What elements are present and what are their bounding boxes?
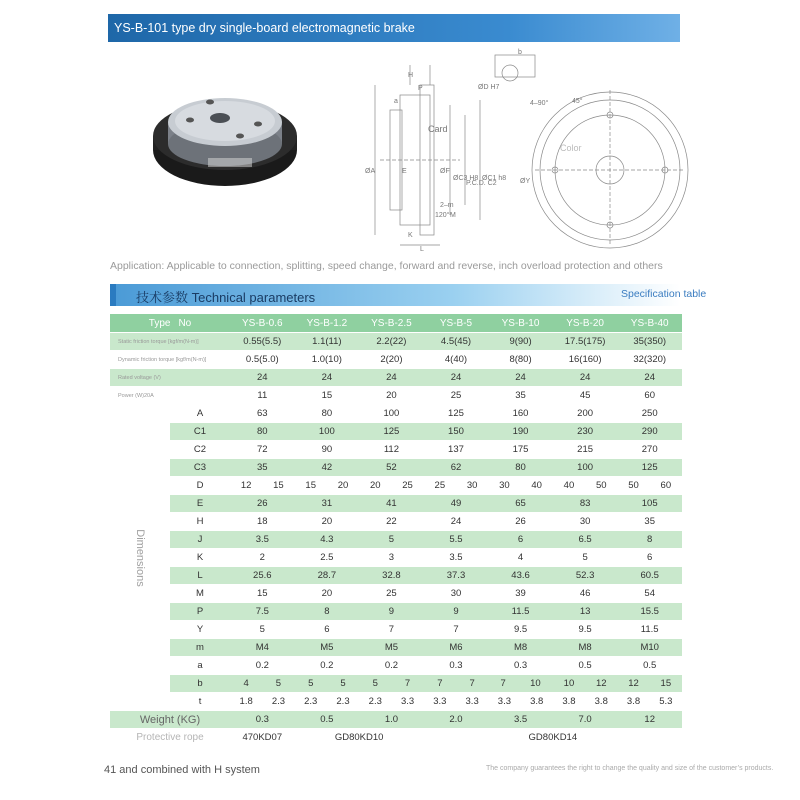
table-cell-value: 5 bbox=[340, 678, 346, 689]
dim-120-label: 120° bbox=[435, 212, 450, 219]
table-cell: 0.2 bbox=[359, 657, 424, 675]
table-cell bbox=[295, 675, 360, 693]
table-cell-value: 50 bbox=[628, 480, 639, 491]
table-cell: 0.5 bbox=[553, 657, 618, 675]
dim-a-label: a bbox=[394, 98, 398, 105]
table-cell-value: 2.3 bbox=[336, 696, 350, 707]
table-cell bbox=[230, 477, 295, 495]
table-cell bbox=[488, 693, 553, 711]
table-cell: 24 bbox=[488, 369, 553, 387]
table-cell bbox=[488, 477, 553, 495]
table-cell: 8 bbox=[617, 531, 682, 549]
table-cell: 215 bbox=[553, 441, 618, 459]
table-cell: 5 bbox=[230, 621, 295, 639]
table-cell-value: 3.3 bbox=[497, 696, 512, 707]
table-cell-value: 7 bbox=[469, 678, 475, 689]
dim-C2-label: P.C.D. C2 bbox=[466, 180, 497, 187]
technical-drawing bbox=[360, 45, 690, 253]
table-cell: 24 bbox=[359, 369, 424, 387]
table-header-row bbox=[110, 314, 682, 333]
table-cell: 2.2(22) bbox=[359, 333, 424, 351]
weight-cell: 1.0 bbox=[359, 711, 424, 729]
table-cell: 46 bbox=[553, 585, 618, 603]
table-row bbox=[110, 369, 682, 387]
table-cell: M4 bbox=[230, 639, 295, 657]
spec-table-label: Specification table bbox=[621, 288, 707, 300]
table-cell bbox=[230, 675, 295, 693]
spec-table bbox=[110, 314, 682, 747]
table-cell: 32.8 bbox=[359, 567, 424, 585]
table-cell-value: 15 bbox=[305, 480, 316, 491]
table-cell: 9(90) bbox=[488, 333, 553, 351]
table-cell: 190 bbox=[488, 423, 553, 441]
row-label: Dynamic friction torque [kgf/m(N-m)] bbox=[110, 351, 230, 369]
table-cell: 6 bbox=[488, 531, 553, 549]
dim-b-label: b bbox=[518, 49, 522, 56]
header-model: YS-B-0.6 bbox=[230, 314, 295, 333]
row-label: P bbox=[170, 603, 230, 621]
table-cell bbox=[359, 477, 424, 495]
table-cell bbox=[488, 675, 553, 693]
row-label: K bbox=[170, 549, 230, 567]
table-cell: 83 bbox=[553, 495, 618, 513]
row-label: b bbox=[170, 675, 230, 693]
table-cell-value: 40 bbox=[531, 480, 542, 491]
section-header bbox=[110, 284, 680, 306]
table-row bbox=[110, 603, 682, 621]
table-cell: 24 bbox=[424, 369, 489, 387]
dim-P-label: P bbox=[418, 85, 423, 92]
table-cell bbox=[617, 693, 682, 711]
table-cell bbox=[617, 675, 682, 693]
table-cell: 7 bbox=[359, 621, 424, 639]
application-text: Application: Applicable to connection, splitting, speed change, forward and reverse, inch overload protection and others bbox=[110, 260, 663, 272]
table-cell: M6 bbox=[424, 639, 489, 657]
table-cell: 26 bbox=[230, 495, 295, 513]
table-cell: 25.6 bbox=[230, 567, 295, 585]
table-row bbox=[110, 693, 682, 711]
table-cell: 3.5 bbox=[424, 549, 489, 567]
table-cell bbox=[424, 675, 489, 693]
table-cell: 125 bbox=[359, 423, 424, 441]
row-label: m bbox=[170, 639, 230, 657]
table-cell: 35 bbox=[617, 513, 682, 531]
dim-K-label: K bbox=[408, 232, 413, 239]
table-cell: 16(160) bbox=[553, 351, 618, 369]
table-cell: 20 bbox=[295, 585, 360, 603]
table-cell-value: 15 bbox=[273, 480, 284, 491]
table-cell: 65 bbox=[488, 495, 553, 513]
table-cell: 35(350) bbox=[617, 333, 682, 351]
table-cell-value: 3.8 bbox=[562, 696, 576, 707]
table-cell: 31 bbox=[295, 495, 360, 513]
table-row bbox=[110, 531, 682, 549]
table-cell: 0.5 bbox=[617, 657, 682, 675]
table-cell: 1.1(11) bbox=[295, 333, 360, 351]
dim-L-label: L bbox=[420, 246, 424, 253]
table-row bbox=[110, 351, 682, 369]
table-cell-value: 30 bbox=[466, 480, 478, 491]
dimensions-cell bbox=[110, 405, 170, 711]
rope-row bbox=[110, 729, 682, 747]
table-cell: 2(20) bbox=[359, 351, 424, 369]
table-row bbox=[110, 387, 682, 405]
weight-cell: 7.0 bbox=[553, 711, 618, 729]
row-label: H bbox=[170, 513, 230, 531]
table-cell: 60.5 bbox=[617, 567, 682, 585]
table-cell: 15 bbox=[295, 387, 360, 405]
table-row bbox=[110, 513, 682, 531]
brake-product-image bbox=[150, 88, 300, 198]
table-cell-value: 5 bbox=[275, 678, 282, 689]
table-cell: 30 bbox=[553, 513, 618, 531]
table-cell: 24 bbox=[553, 369, 618, 387]
table-cell-value: 15 bbox=[660, 678, 672, 689]
table-row bbox=[110, 549, 682, 567]
table-cell-value: 25 bbox=[402, 480, 413, 491]
row-label: Y bbox=[170, 621, 230, 639]
table-cell: 24 bbox=[424, 513, 489, 531]
table-cell bbox=[359, 693, 424, 711]
table-cell bbox=[359, 675, 424, 693]
table-cell: 22 bbox=[359, 513, 424, 531]
table-cell-value: 50 bbox=[595, 480, 607, 491]
table-cell-value: 3.3 bbox=[433, 696, 447, 707]
table-cell-value: 12 bbox=[240, 480, 252, 491]
table-cell-value: 5.3 bbox=[659, 696, 673, 707]
dimensions-label: Dimensions bbox=[134, 528, 146, 587]
table-cell bbox=[424, 693, 489, 711]
table-cell bbox=[553, 477, 618, 495]
table-cell: 100 bbox=[295, 423, 360, 441]
rope-cell: GD80KD14 bbox=[424, 729, 682, 747]
table-cell-value: 4 bbox=[243, 678, 249, 689]
table-cell: 28.7 bbox=[295, 567, 360, 585]
table-row bbox=[110, 333, 682, 351]
table-cell: 9 bbox=[424, 603, 489, 621]
table-cell: 52 bbox=[359, 459, 424, 477]
header-type: Type bbox=[148, 317, 171, 329]
row-label: J bbox=[170, 531, 230, 549]
table-row bbox=[110, 441, 682, 459]
header-model: YS-B-20 bbox=[553, 314, 618, 333]
table-cell: 37.3 bbox=[424, 567, 489, 585]
table-cell: 0.2 bbox=[295, 657, 360, 675]
table-cell-value: 12 bbox=[628, 678, 639, 689]
dim-F-label: ØF bbox=[440, 168, 450, 175]
table-cell: 3.5 bbox=[230, 531, 295, 549]
table-cell: 24 bbox=[295, 369, 360, 387]
table-cell: 6.5 bbox=[553, 531, 618, 549]
table-row bbox=[110, 459, 682, 477]
table-cell-value: 2.3 bbox=[271, 696, 286, 707]
row-label: Rated voltage (V) bbox=[110, 369, 230, 387]
table-cell: 24 bbox=[617, 369, 682, 387]
row-label: L bbox=[170, 567, 230, 585]
row-label: C1 bbox=[170, 423, 230, 441]
table-cell: 39 bbox=[488, 585, 553, 603]
table-cell-value: 40 bbox=[563, 480, 575, 491]
table-cell-value: 2.3 bbox=[304, 696, 318, 707]
table-cell: 200 bbox=[553, 405, 618, 423]
table-cell: 6 bbox=[295, 621, 360, 639]
table-cell-value: 2.3 bbox=[368, 696, 382, 707]
dim-A-label: ØA bbox=[365, 168, 376, 175]
table-cell: 11 bbox=[230, 387, 295, 405]
row-label: Power (W)20A bbox=[110, 387, 230, 405]
color-label: Color bbox=[560, 143, 582, 153]
weight-cell: 12 bbox=[617, 711, 682, 729]
header-model: YS-B-10 bbox=[488, 314, 553, 333]
table-cell: 0.2 bbox=[230, 657, 295, 675]
table-cell-value: 3.8 bbox=[530, 696, 544, 707]
table-cell bbox=[424, 477, 489, 495]
table-cell: 100 bbox=[359, 405, 424, 423]
row-label: a bbox=[170, 657, 230, 675]
table-cell: 5 bbox=[359, 531, 424, 549]
table-cell: 72 bbox=[230, 441, 295, 459]
table-cell: 2.5 bbox=[295, 549, 360, 567]
table-cell-value: 5 bbox=[308, 678, 314, 689]
dim-D-label: ØD H7 bbox=[478, 84, 500, 91]
table-row bbox=[110, 639, 682, 657]
row-label: E bbox=[170, 495, 230, 513]
table-cell: 230 bbox=[553, 423, 618, 441]
table-cell: 15 bbox=[230, 585, 295, 603]
dim-m-label: 2–m bbox=[440, 202, 454, 209]
table-cell: 11.5 bbox=[488, 603, 553, 621]
table-cell: 80 bbox=[488, 459, 553, 477]
table-cell: M5 bbox=[359, 639, 424, 657]
table-cell: 2 bbox=[230, 549, 295, 567]
table-cell: 43.6 bbox=[488, 567, 553, 585]
table-row bbox=[110, 567, 682, 585]
section-accent bbox=[110, 284, 116, 306]
table-row bbox=[110, 675, 682, 693]
table-cell: 137 bbox=[424, 441, 489, 459]
table-cell-value: 60 bbox=[660, 480, 672, 491]
weight-cell: 3.5 bbox=[488, 711, 553, 729]
weight-cell: 2.0 bbox=[424, 711, 489, 729]
rope-cell: GD80KD10 bbox=[295, 729, 424, 747]
row-label: C2 bbox=[170, 441, 230, 459]
table-cell: M10 bbox=[617, 639, 682, 657]
table-cell-value: 25 bbox=[434, 480, 446, 491]
table-cell: 4.5(45) bbox=[424, 333, 489, 351]
header-model: YS-B-1.2 bbox=[295, 314, 360, 333]
header-no: No bbox=[178, 317, 192, 329]
table-cell: 8 bbox=[295, 603, 360, 621]
table-cell: 54 bbox=[617, 585, 682, 603]
table-cell: 0.5(5.0) bbox=[230, 351, 295, 369]
table-cell: 45 bbox=[553, 387, 618, 405]
row-label: Static friction torque [kgf/m(N-m)] bbox=[110, 333, 230, 351]
table-cell bbox=[295, 693, 360, 711]
dim-M-label: M bbox=[450, 212, 456, 219]
table-cell bbox=[617, 477, 682, 495]
table-cell bbox=[230, 693, 295, 711]
header-type-no bbox=[110, 314, 230, 333]
table-cell: 3 bbox=[359, 549, 424, 567]
table-cell: 7.5 bbox=[230, 603, 295, 621]
weight-cell: 0.3 bbox=[230, 711, 295, 729]
weight-cell: 0.5 bbox=[295, 711, 360, 729]
table-cell: M8 bbox=[488, 639, 553, 657]
dim-C3-label: ØC3 H8 bbox=[453, 175, 479, 182]
header-model: YS-B-40 bbox=[617, 314, 682, 333]
row-label: C3 bbox=[170, 459, 230, 477]
table-cell: 6 bbox=[617, 549, 682, 567]
card-label: Card bbox=[428, 124, 448, 134]
table-row bbox=[110, 585, 682, 603]
table-cell: 80 bbox=[230, 423, 295, 441]
table-cell: 1.0(10) bbox=[295, 351, 360, 369]
table-cell: 18 bbox=[230, 513, 295, 531]
table-cell: 290 bbox=[617, 423, 682, 441]
table-cell: 25 bbox=[424, 387, 489, 405]
table-cell: 35 bbox=[488, 387, 553, 405]
table-cell: 17.5(175) bbox=[553, 333, 618, 351]
table-cell: 9 bbox=[359, 603, 424, 621]
weight-row bbox=[110, 711, 682, 729]
table-cell: 15.5 bbox=[617, 603, 682, 621]
table-row bbox=[110, 405, 682, 423]
dim-Y-label: ØY bbox=[520, 178, 531, 185]
table-cell: 4.3 bbox=[295, 531, 360, 549]
dim-C1-label: ØC1 h8 bbox=[482, 175, 507, 182]
header-model: YS-B-5 bbox=[424, 314, 489, 333]
table-cell-value: 7 bbox=[437, 678, 443, 689]
table-cell: 0.3 bbox=[424, 657, 489, 675]
table-cell: 4 bbox=[488, 549, 553, 567]
table-row bbox=[110, 495, 682, 513]
table-cell-value: 3.3 bbox=[400, 696, 415, 707]
table-cell: 24 bbox=[230, 369, 295, 387]
rope-cell: 470KD07 bbox=[230, 729, 295, 747]
table-cell: 90 bbox=[295, 441, 360, 459]
table-cell-value: 1.8 bbox=[239, 696, 253, 707]
table-cell: 5 bbox=[553, 549, 618, 567]
table-cell-value: 7 bbox=[404, 678, 411, 689]
page-title: YS-B-101 type dry single-board electromagnetic brake bbox=[114, 21, 415, 35]
table-cell-value: 10 bbox=[530, 678, 541, 689]
table-cell: 175 bbox=[488, 441, 553, 459]
row-label: t bbox=[170, 693, 230, 711]
table-cell: 13 bbox=[553, 603, 618, 621]
table-cell bbox=[553, 693, 618, 711]
table-cell: 270 bbox=[617, 441, 682, 459]
table-cell: 0.3 bbox=[488, 657, 553, 675]
table-row bbox=[110, 657, 682, 675]
dim-H-label: H bbox=[408, 72, 414, 79]
table-cell: 41 bbox=[359, 495, 424, 513]
table-cell: M5 bbox=[295, 639, 360, 657]
table-cell: 63 bbox=[230, 405, 295, 423]
row-label: A bbox=[170, 405, 230, 423]
table-row bbox=[110, 477, 682, 495]
table-cell: 9.5 bbox=[553, 621, 618, 639]
table-cell: 52.3 bbox=[553, 567, 618, 585]
table-cell: 4(40) bbox=[424, 351, 489, 369]
table-cell-value: 7 bbox=[500, 678, 506, 689]
table-cell bbox=[295, 477, 360, 495]
table-cell: 112 bbox=[359, 441, 424, 459]
table-cell-value: 12 bbox=[595, 678, 607, 689]
table-cell: 60 bbox=[617, 387, 682, 405]
dim-45-label: 45° bbox=[572, 98, 583, 105]
table-cell: 20 bbox=[359, 387, 424, 405]
table-cell-value: 5 bbox=[372, 678, 378, 689]
row-label: M bbox=[170, 585, 230, 603]
table-cell: 80 bbox=[295, 405, 360, 423]
table-cell: 160 bbox=[488, 405, 553, 423]
table-row bbox=[110, 621, 682, 639]
table-cell: 100 bbox=[553, 459, 618, 477]
table-cell-value: 3.3 bbox=[465, 696, 479, 707]
table-cell: 30 bbox=[424, 585, 489, 603]
table-cell: 20 bbox=[295, 513, 360, 531]
table-cell: 0.55(5.5) bbox=[230, 333, 295, 351]
table-row bbox=[110, 423, 682, 441]
row-label: D bbox=[170, 477, 230, 495]
table-cell: 42 bbox=[295, 459, 360, 477]
table-cell-value: 3.8 bbox=[626, 696, 641, 707]
table-cell: 49 bbox=[424, 495, 489, 513]
table-cell: 150 bbox=[424, 423, 489, 441]
table-cell: 125 bbox=[617, 459, 682, 477]
table-cell: 11.5 bbox=[617, 621, 682, 639]
table-cell: M8 bbox=[553, 639, 618, 657]
table-cell: 8(80) bbox=[488, 351, 553, 369]
table-cell-value: 30 bbox=[499, 480, 510, 491]
footer-disclaimer: The company guarantees the right to change the quality and size of the customer’s products. bbox=[486, 765, 774, 772]
table-cell: 250 bbox=[617, 405, 682, 423]
table-cell: 35 bbox=[230, 459, 295, 477]
page-title-bar bbox=[108, 14, 680, 42]
rope-label: Protective rope bbox=[110, 729, 230, 747]
section-title: 技术参数 Technical parameters bbox=[136, 290, 316, 305]
table-cell: 62 bbox=[424, 459, 489, 477]
table-cell bbox=[553, 675, 618, 693]
weight-label: Weight (KG) bbox=[110, 711, 230, 729]
table-cell: 105 bbox=[617, 495, 682, 513]
footer-note: 41 and combined with H system bbox=[104, 764, 260, 776]
table-cell: 25 bbox=[359, 585, 424, 603]
dim-E-label: E bbox=[402, 168, 407, 175]
table-cell-value: 3.8 bbox=[594, 696, 608, 707]
table-cell-value: 20 bbox=[369, 480, 381, 491]
table-cell-value: 10 bbox=[563, 678, 575, 689]
table-cell: 32(320) bbox=[617, 351, 682, 369]
table-cell: 9.5 bbox=[488, 621, 553, 639]
table-cell-value: 20 bbox=[337, 480, 349, 491]
dim-4-90-label: 4–90° bbox=[530, 100, 549, 107]
table-cell: 5.5 bbox=[424, 531, 489, 549]
table-cell: 125 bbox=[424, 405, 489, 423]
table-cell: 7 bbox=[424, 621, 489, 639]
header-model: YS-B-2.5 bbox=[359, 314, 424, 333]
table-cell: 26 bbox=[488, 513, 553, 531]
